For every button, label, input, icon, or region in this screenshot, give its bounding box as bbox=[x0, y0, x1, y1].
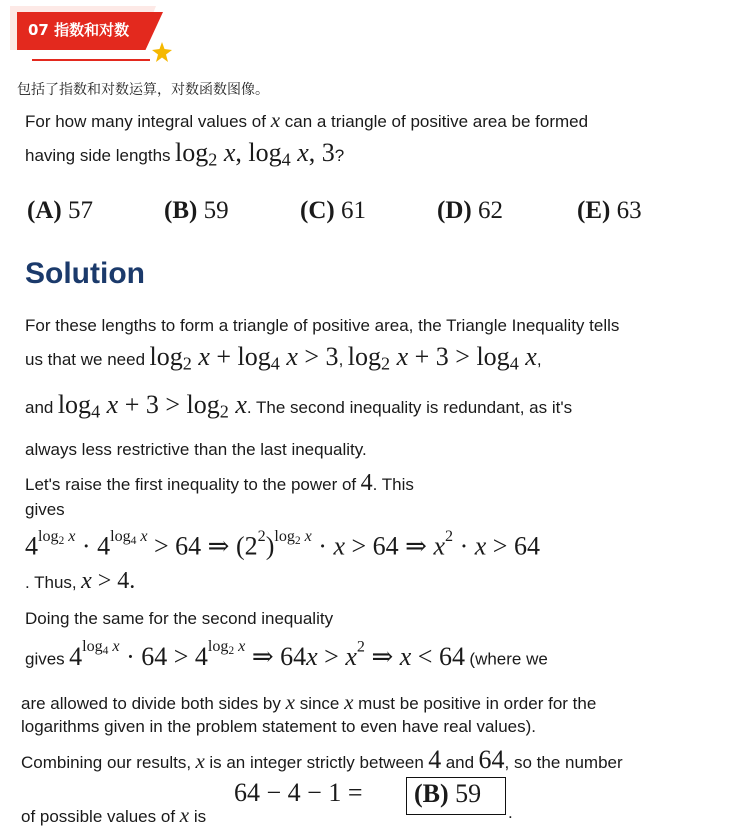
solution-p1-line2: us that we need $\log_2 x + \log_4 x > 3$, $\log_2 x + 3 > \log_4 x$, bbox=[25, 342, 542, 374]
solution-p3-line4: logarithms given in the problem statement to even have real values). bbox=[21, 717, 536, 736]
problem-line-1: For how many integral values of x can a triangle of positive area be formed bbox=[25, 108, 589, 132]
problem-line-2: having side lengths $\log_2 x$, $\log_4 x$, 3? bbox=[25, 138, 345, 170]
banner-underline bbox=[32, 59, 150, 61]
solution-p3-line2: gives $4^{log_4 x} \cdot 64 > 4^{log_2 x}$ ⇒ $64x > x^2$ ⇒ x < 64 (where we bbox=[25, 638, 548, 671]
final-answer: (B) 59 bbox=[414, 779, 482, 808]
solution-p1-line4: always less restrictive than the last inequality. bbox=[25, 440, 367, 459]
final-equation: 64 − 4 − 1 = bbox=[234, 778, 363, 807]
solution-p3-line1: Doing the same for the second inequality bbox=[25, 609, 334, 628]
solution-p2-line1: Let's raise the first inequality to the power of 4. This bbox=[25, 470, 414, 496]
section-banner-title: 07 指数和对数 bbox=[28, 21, 130, 39]
solution-p1-line1: For these lengths to form a triangle of positive area, the Triangle Inequality tells bbox=[25, 316, 620, 335]
solution-p2-math: $4^{log_2 x} \cdot 4^{log_4 x} > 64$ ⇒ $(2^2)^{log_2 x} \cdot x > 64$ ⇒ $x^2 \cdot x > 64$ bbox=[25, 528, 540, 561]
star-icon bbox=[151, 41, 173, 63]
solution-p4-line1: Combining our results, x is an integer strictly between 4 and 64, so the number bbox=[21, 745, 623, 774]
solution-p3-line3: are allowed to divide both sides by x since x must be positive in order for the bbox=[21, 690, 597, 714]
solution-heading: Solution bbox=[25, 257, 145, 290]
solution-p2-line4: . Thus, x > 4. bbox=[25, 568, 136, 594]
final-period: . bbox=[508, 803, 513, 822]
solution-p2-line2: gives bbox=[25, 500, 65, 519]
solution-p1-line3: and $\log_4 x + 3 > \log_2 x$. The second inequality is redundant, as it's bbox=[25, 390, 573, 422]
section-subtitle: 包括了指数和对数运算，对数函数图像。 bbox=[17, 82, 269, 98]
solution-p4-line2: of possible values of x is bbox=[21, 803, 207, 827]
